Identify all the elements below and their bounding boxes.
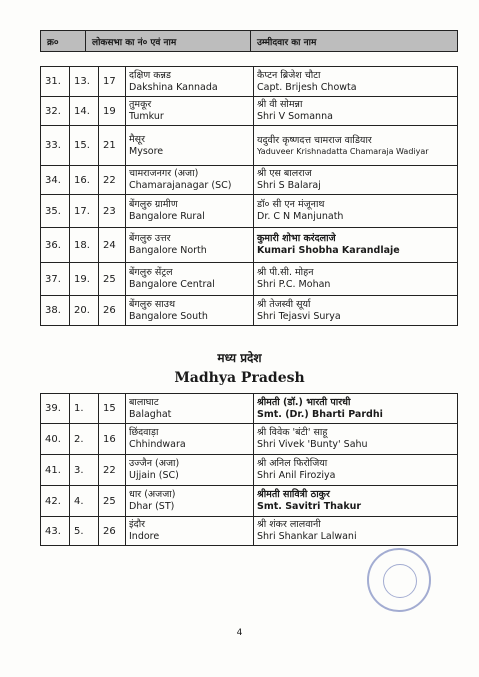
constituency-number: 22 bbox=[99, 455, 126, 486]
constituency-name bbox=[126, 97, 254, 126]
table-row bbox=[41, 67, 458, 97]
table-row bbox=[41, 394, 458, 424]
state-serial: 18. bbox=[70, 228, 99, 263]
column-header-table bbox=[40, 30, 458, 52]
candidate-name-hindi: श्री तेजस्वी सूर्या bbox=[257, 298, 311, 310]
constituency-number: 23 bbox=[99, 195, 126, 228]
constituency-number: 26 bbox=[99, 296, 126, 326]
constituency-name-english: Dakshina Kannada bbox=[129, 81, 218, 93]
candidate-name bbox=[254, 67, 458, 97]
constituency-name-english: Chamarajanagar (SC) bbox=[129, 180, 232, 191]
serial-number: 40. bbox=[41, 424, 70, 455]
serial-number: 42. bbox=[41, 486, 70, 517]
candidate-name-hindi: श्री पी.सी. मोहन bbox=[257, 267, 314, 278]
constituency-name-english: Dhar (ST) bbox=[129, 501, 175, 512]
constituency-name bbox=[126, 166, 254, 195]
state-serial: 14. bbox=[70, 97, 99, 126]
candidate-name bbox=[254, 394, 458, 424]
candidate-name bbox=[254, 263, 458, 296]
candidate-name-hindi: श्री शंकर लालवानी bbox=[257, 519, 321, 530]
candidate-name bbox=[254, 195, 458, 228]
constituency-number: 26 bbox=[99, 517, 126, 546]
office-stamp bbox=[367, 548, 431, 612]
table-row bbox=[41, 517, 458, 546]
constituency-name-hindi: धार (अजजा) bbox=[129, 489, 176, 500]
table-row bbox=[41, 296, 458, 326]
state-serial: 16. bbox=[70, 166, 99, 195]
state-serial: 19. bbox=[70, 263, 99, 296]
constituency-name-hindi: तुमकूर bbox=[129, 99, 152, 110]
candidate-name bbox=[254, 517, 458, 546]
constituency-number: 22 bbox=[99, 166, 126, 195]
table-row bbox=[41, 486, 458, 517]
table-row bbox=[41, 424, 458, 455]
state-serial: 17. bbox=[70, 195, 99, 228]
constituency-name bbox=[126, 195, 254, 228]
constituency-name bbox=[126, 228, 254, 263]
constituency-number: 21 bbox=[99, 126, 126, 166]
constituency-name-english: Balaghat bbox=[129, 408, 172, 420]
constituency-name-hindi: इंदौर bbox=[129, 519, 146, 530]
candidate-name-english: Dr. C N Manjunath bbox=[257, 211, 344, 222]
table-row bbox=[41, 195, 458, 228]
madhya-pradesh-candidates-table bbox=[40, 393, 458, 546]
header-candidate: उम्मीदवार का नाम bbox=[251, 31, 458, 52]
constituency-name bbox=[126, 263, 254, 296]
candidate-name-english: Shri S Balaraj bbox=[257, 180, 321, 191]
constituency-number: 24 bbox=[99, 228, 126, 263]
candidate-name bbox=[254, 455, 458, 486]
candidate-name bbox=[254, 424, 458, 455]
serial-number: 38. bbox=[41, 296, 70, 326]
state-serial: 3. bbox=[70, 455, 99, 486]
candidate-name-english: Kumari Shobha Karandlaje bbox=[257, 245, 400, 256]
candidate-name-hindi: श्रीमती (डॉ.) भारती पारधी bbox=[257, 396, 351, 408]
constituency-name-english: Bangalore North bbox=[129, 245, 207, 256]
serial-number: 34. bbox=[41, 166, 70, 195]
constituency-name-english: Mysore bbox=[129, 145, 164, 157]
constituency-name-hindi: बालाघाट bbox=[129, 396, 159, 408]
table-row bbox=[41, 455, 458, 486]
constituency-number: 25 bbox=[99, 263, 126, 296]
constituency-name-english: Indore bbox=[129, 531, 160, 542]
constituency-name bbox=[126, 296, 254, 326]
candidate-name-hindi: यदुवीर कृष्णदत्त चामराज वाडियार bbox=[257, 134, 372, 146]
serial-number: 41. bbox=[41, 455, 70, 486]
serial-number: 31. bbox=[41, 67, 70, 97]
candidate-name-hindi: श्री वी सोमन्ना bbox=[257, 99, 303, 110]
serial-number: 39. bbox=[41, 394, 70, 424]
candidate-name-hindi: श्री अनिल फिरोजिया bbox=[257, 458, 328, 469]
header-serial: क्र० bbox=[41, 31, 86, 52]
constituency-number: 16 bbox=[99, 424, 126, 455]
candidate-name-hindi: कुमारी शोभा करंदलाजे bbox=[257, 233, 336, 244]
constituency-name-hindi: बेंगलुरु ग्रामीण bbox=[129, 199, 178, 210]
serial-number: 33. bbox=[41, 126, 70, 166]
state-serial: 5. bbox=[70, 517, 99, 546]
state-serial: 2. bbox=[70, 424, 99, 455]
constituency-name-hindi: बेंगलुरु सेंट्रल bbox=[129, 267, 173, 278]
constituency-name bbox=[126, 424, 254, 455]
constituency-name bbox=[126, 455, 254, 486]
constituency-number: 25 bbox=[99, 486, 126, 517]
candidate-name bbox=[254, 97, 458, 126]
constituency-number: 17 bbox=[99, 67, 126, 97]
candidate-name-english: Shri Anil Firoziya bbox=[257, 470, 336, 481]
candidate-name-english: Smt. Savitri Thakur bbox=[257, 501, 362, 512]
constituency-name bbox=[126, 394, 254, 424]
constituency-name-english: Tumkur bbox=[129, 111, 164, 122]
candidate-name-hindi: श्री विवेक 'बंटी' साहू bbox=[257, 427, 328, 438]
state-serial: 13. bbox=[70, 67, 99, 97]
constituency-name-english: Bangalore Rural bbox=[129, 211, 205, 222]
constituency-name-english: Ujjain (SC) bbox=[129, 470, 179, 481]
candidate-name-hindi: श्रीमती सावित्री ठाकुर bbox=[257, 489, 330, 500]
candidate-name-hindi: डॉ० सी एन मंजूनाथ bbox=[257, 199, 325, 210]
constituency-name-hindi: मैसूर bbox=[129, 133, 145, 145]
constituency-name bbox=[126, 126, 254, 166]
candidate-name-english: Shri V Somanna bbox=[257, 111, 333, 122]
table-row bbox=[41, 97, 458, 126]
karnataka-candidates-table bbox=[40, 66, 458, 326]
state-serial: 1. bbox=[70, 394, 99, 424]
candidate-name-english: Capt. Brijesh Chowta bbox=[257, 81, 357, 93]
section-title-hindi: मध्य प्रदेश bbox=[217, 351, 262, 365]
candidate-name-english: Shri Shankar Lalwani bbox=[257, 531, 357, 542]
constituency-number: 19 bbox=[99, 97, 126, 126]
candidate-name-english: Shri P.C. Mohan bbox=[257, 279, 331, 290]
constituency-name-hindi: बेंगलुरु साउथ bbox=[129, 298, 176, 310]
candidate-name-english: Smt. (Dr.) Bharti Pardhi bbox=[257, 408, 383, 420]
constituency-name-hindi: उज्जैन (अजा) bbox=[129, 458, 180, 469]
candidate-name bbox=[254, 228, 458, 263]
candidate-name bbox=[254, 126, 458, 166]
section-title-english: Madhya Pradesh bbox=[174, 370, 305, 386]
constituency-name-hindi: दक्षिण कन्नड bbox=[129, 69, 171, 81]
constituency-name bbox=[126, 486, 254, 517]
candidate-name-english: Shri Vivek 'Bunty' Sahu bbox=[257, 439, 368, 450]
candidate-name bbox=[254, 296, 458, 326]
serial-number: 35. bbox=[41, 195, 70, 228]
page-number: 4 bbox=[236, 628, 243, 638]
candidate-name-hindi: श्री एस बालराज bbox=[257, 168, 312, 179]
state-serial: 4. bbox=[70, 486, 99, 517]
serial-number: 36. bbox=[41, 228, 70, 263]
table-row bbox=[41, 166, 458, 195]
constituency-name-english: Chhindwara bbox=[129, 439, 186, 450]
state-serial: 15. bbox=[70, 126, 99, 166]
serial-number: 37. bbox=[41, 263, 70, 296]
constituency-number: 15 bbox=[99, 394, 126, 424]
constituency-name-hindi: छिंदवाड़ा bbox=[129, 427, 159, 438]
state-serial: 20. bbox=[70, 296, 99, 326]
constituency-name bbox=[126, 517, 254, 546]
serial-number: 32. bbox=[41, 97, 70, 126]
candidate-name bbox=[254, 166, 458, 195]
table-row bbox=[41, 126, 458, 166]
candidate-name-english: Shri Tejasvi Surya bbox=[257, 310, 341, 322]
candidate-name bbox=[254, 486, 458, 517]
constituency-name-english: Bangalore Central bbox=[129, 279, 215, 290]
constituency-name bbox=[126, 67, 254, 97]
table-row bbox=[41, 263, 458, 296]
table-row bbox=[41, 228, 458, 263]
candidate-name-english: Yaduveer Krishnadatta Chamaraja Wadiyar bbox=[257, 146, 429, 156]
constituency-name-hindi: बेंगलुरु उत्तर bbox=[129, 233, 171, 244]
constituency-name-hindi: चामराजनगर (अजा) bbox=[129, 168, 199, 179]
constituency-name-english: Bangalore South bbox=[129, 310, 208, 322]
serial-number: 43. bbox=[41, 517, 70, 546]
header-constituency: लोकसभा का नं० एवं नाम bbox=[86, 31, 251, 52]
candidate-name-hindi: कैप्टन ब्रिजेश चौटा bbox=[257, 69, 321, 81]
